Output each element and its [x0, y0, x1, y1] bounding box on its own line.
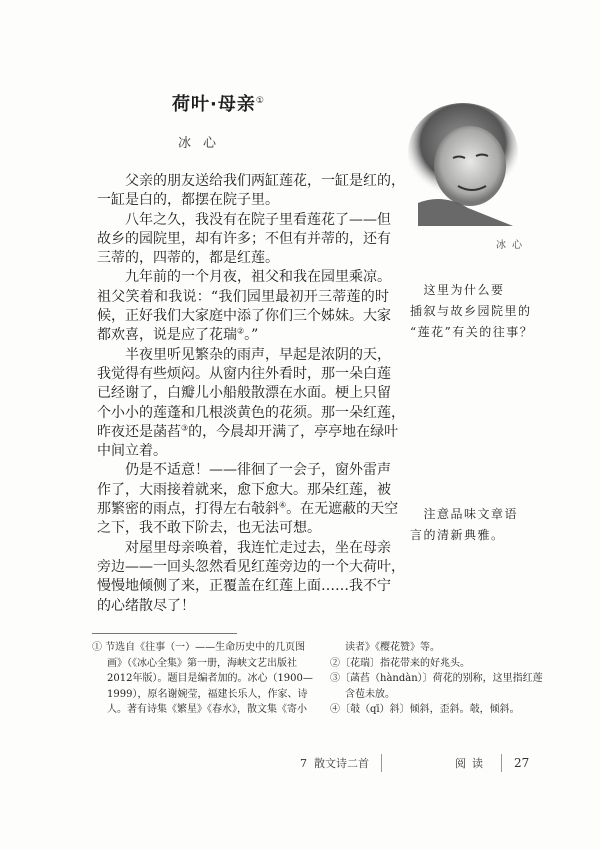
side-note-line: “莲花”有关的往事？	[410, 325, 534, 339]
side-note-line: 这里为什么要	[410, 283, 505, 297]
body-text: 一缸是白的，都摆在院子里。	[97, 192, 279, 209]
body-line	[97, 172, 405, 191]
footnote-line: 画》（《冰心全集》第一册，海峡文艺出版社	[107, 657, 297, 669]
body-text: 候，正好我们大家庭中添了你们三个姊妹。大家	[97, 308, 391, 325]
body-text: 慢慢地倾侧了来，正覆盖在红莲上面……我不宁	[97, 578, 391, 595]
body-line	[97, 326, 389, 345]
lesson-title: 散文诗二首	[314, 757, 369, 770]
body-text: 九年前的一个月夜，祖父和我在园里乘凉。	[125, 269, 391, 286]
body-text: 三蒂的，四蒂的，都是红莲。	[97, 250, 279, 267]
footnote-line: 1999），原名谢婉莹，福建长乐人，作家、诗	[107, 688, 308, 700]
lesson-number: 7	[300, 756, 307, 770]
footer-divider	[501, 754, 502, 772]
footnote-line: 2012年版）。题目是编者加的。冰心（1900—	[107, 673, 313, 684]
side-note-line: 插叙与故乡园院里的	[410, 304, 532, 318]
body-text: 中间立着。	[97, 443, 167, 460]
side-note-question	[410, 280, 534, 343]
body-line	[97, 191, 389, 210]
body-text: 仍是不适意！——徘徊了一会子，窗外雷声	[125, 462, 391, 479]
body-line	[97, 597, 389, 616]
body-text: 故乡的园院里，却有许多；不但有并蒂的，还有	[97, 230, 391, 247]
body-line	[97, 307, 389, 326]
body-text: 我觉得有些烦闷。从窗内往外看时，那一朵白莲	[97, 365, 391, 382]
body-line	[97, 558, 405, 577]
footnote-marker[interactable]: ②	[237, 326, 245, 336]
footnotes-left	[92, 640, 313, 718]
page-number: 27	[514, 756, 530, 770]
body-line	[97, 519, 389, 538]
body-text: 的，今晨却开满了，亭亭地在绿叶	[188, 423, 399, 440]
body-text: 个小小的莲蓬和几根淡黄色的花须。那一朵红莲，	[97, 404, 405, 421]
footnote-line: ① 节选自《往事（一）——生命历史中的几页图	[92, 642, 306, 653]
body-text: 之下，我不敢下阶去，也无法可想。	[97, 520, 321, 537]
body-line	[97, 442, 389, 461]
body-line	[97, 288, 389, 307]
body-line	[97, 249, 389, 268]
side-note-line: 言的清新典雅。	[410, 528, 505, 542]
footnote-divider	[92, 633, 237, 634]
section-name: 阅读	[455, 757, 489, 770]
footnote-line: 含苞未放。	[345, 688, 395, 700]
body-line	[97, 539, 389, 558]
body-text: 已经谢了，白瓣儿小船般散漂在水面。梗上只留	[97, 385, 391, 402]
body-text: 的心绪散尽了！	[97, 597, 195, 614]
footer-page	[455, 754, 529, 772]
body-line	[97, 423, 399, 442]
body-text: 父亲的朋友送给我们两缸莲花，一缸是红的，	[125, 173, 405, 189]
body-text: 都欢喜，说是应了花瑞	[97, 327, 237, 344]
body-text: 作了，大雨接着就来，愈下愈大。那朵红莲，被	[97, 481, 391, 498]
body-line	[97, 577, 389, 596]
body-line	[97, 481, 389, 500]
side-note-style	[410, 504, 530, 546]
body-line	[97, 461, 389, 480]
footnote-line: ②〔花瑞〕指花带来的好兆头。	[330, 657, 470, 669]
author-name: 冰心	[178, 136, 229, 151]
body-text: 那繁密的雨点，打得左右攲斜	[97, 501, 279, 518]
footer-lesson	[300, 754, 394, 772]
footnote-marker[interactable]: ③	[181, 423, 189, 433]
body-line	[97, 346, 389, 365]
article-body	[97, 172, 405, 616]
body-text: 。”	[244, 327, 259, 344]
body-text: 祖父笑着和我说：“我们园里最初开三蒂莲的时	[97, 288, 389, 305]
footnote-line: ③〔菡萏（hàndàn）〕荷花的别称，这里指红莲	[330, 673, 543, 684]
side-note-line: 注意品味文章语	[410, 507, 519, 521]
title-text: 荷叶·母亲	[172, 94, 256, 115]
body-line	[97, 404, 405, 423]
photo-caption: 冰心	[496, 240, 528, 251]
author-portrait	[398, 98, 523, 228]
footnote-line: ④〔攲（qī）斜〕倾斜，歪斜。攲，倾斜。	[330, 704, 520, 715]
body-line	[97, 230, 389, 249]
body-text: 对屋里母亲唤着，我连忙走过去，坐在母亲	[125, 539, 391, 556]
footnote-marker[interactable]: ④	[279, 500, 287, 510]
body-text: 八年之久，我没有在院子里看莲花了——但	[125, 211, 391, 228]
body-line	[97, 211, 389, 230]
body-text: 。在无遮蔽的天空	[286, 501, 399, 518]
footnotes-right	[330, 640, 543, 718]
body-text: 昨夜还是菡萏	[97, 423, 181, 440]
footnote-line: 读者》《樱花赞》等。	[345, 642, 440, 653]
footnote-line: 人。著有诗集《繁星》《春水》，散文集《寄小	[107, 704, 307, 715]
body-text: 旁边——一回头忽然看见红莲旁边的一个大荷叶，	[97, 558, 405, 575]
body-line	[97, 500, 399, 519]
body-line	[97, 384, 389, 403]
body-line	[97, 365, 389, 384]
body-text: 半夜里听见繁杂的雨声，早起是浓阴的天，	[125, 346, 391, 363]
footnote-marker[interactable]: ①	[255, 96, 265, 106]
footer-divider	[381, 754, 382, 772]
article-title	[172, 90, 265, 116]
body-line	[97, 268, 389, 287]
